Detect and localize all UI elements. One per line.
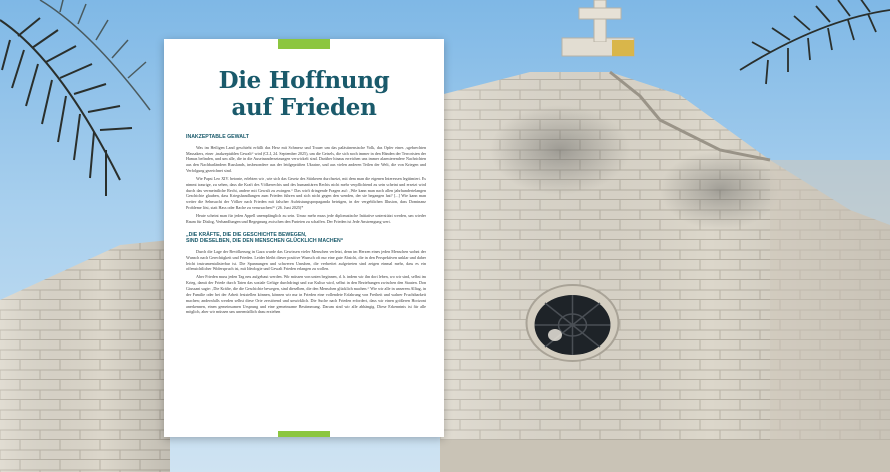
paragraph: Durch die Lage der Bevölkerung in Gaza wurde das Gewissen vieler Menschen verletzt, denn im Herzen eines jeden Menschen wohnt der Wunsch nach Gerechtigkeit und Frieden. Leider bleibt dieser positive Wunsch oft nur eine gute Absicht, die in den Perspektiven unklar und daher leicht instrumentalisierbar ist. Die Spannungen und schweren Unruhen, die verbreitet aufgetreten sind zeigen einmal mehr, dass es ein offensichtlicher Widerspruch ist, mit Ideologie und Gewalt Frieden erlangen zu wollen. — [186, 248, 426, 272]
section-heading: INAKZEPTABLE GEWALT — [186, 134, 249, 140]
accent-bar-top — [278, 39, 330, 49]
paragraph: Aber Frieden muss jeden Tag neu aufgebaut werden. Wir müssen von unten beginnen, d. h. indem wir ihn dort leben, wo wir sind, selbst im Krieg, damit der Friede durch Taten das soziale Gefüge durchdringt und zur Kultur wird, selbst in den Beziehungen zwischen den Staaten. Don Giussani sagte: ‚Die Kräfte, die die Geschichte bewegen, sind dieselben, die den Menschen glücklich machen.“ Wie wir alle in unserem Alltag, in der Familie oder bei der Arbeit feststellen können, können wir nur in Frieden eine vollendete Erfahrung von Freiheit und wahrer Fruchtbarkeit machen; andernfalls werden selbst diese Orte zerstörend und unwirklich. Die Suche nach Frieden erfordert, dass wir einen größeren Horizont anerkennen, einen gemeinsamen Ursprung und eine gemeinsame Bestimmung. Darum sind wir alle abhängig. Diese Erkenntnis ist für alle möglich, aber wir müssen uns unermüdlich dazu erziehen — [186, 273, 426, 315]
title-line-2: auf Frieden — [231, 94, 377, 121]
magazine-page — [164, 39, 444, 437]
section-heading-line-2: SIND DIESELBEN, DIE DEN MENSCHEN GLÜCKLICH MACHEN“ — [186, 238, 344, 245]
palm-frond-icon — [0, 0, 180, 240]
section-heading-line-1: „DIE KRÄFTE, DIE DIE GESCHICHTE BEWEGEN, — [186, 231, 307, 238]
accent-bar-bottom — [278, 431, 330, 437]
paragraph: Wie Papst Leo XIV. betonte, erlebten wir ‚wie sich das Gesetz des Stärkeren durchsetzt, mit dem man die eigenen Interessen legitimiert. Es nimmt traurige, zu sehen, dass die Kraft des Völkerrechts und des humanitären Rechts nicht mehr verpflichtend zu sein scheint und ersetzt wird durch das vermeintliche Recht, andere mit Gewalt zu zwingen.“ Das wirft dringende Fragen auf: ‚Wie kann man nach allen jahrhundertelangen Geschichte glauben, dass Kriegshandlungen zum Frieden führen und sich nicht gegen den wenden, der sie begangen hat? [...] Wie kann man weiter die Sehnsucht der Völker nach Frieden mit falscher Aufrüstungspropaganda betrügen, in der vergeblichen Illusion, dass Dominanz Probleme löst, statt Hass oder Rache zu verursachen?“ (26. Juni 2025)* — [186, 175, 426, 211]
paragraph: Heute scheint man für jeden Appell unempfänglich zu sein. Umso mehr muss jede diplomatische Initiative unterstützt werden, um wieder Raum für Dialog, Verhandlungen und Begegnung zwischen den Parteien zu schaffen. Der Frieden ist Jede Anstrengung wert. — [186, 212, 426, 224]
round-window-icon — [525, 283, 620, 363]
cross-icon — [575, 0, 625, 42]
article-title — [164, 67, 444, 121]
palm-frond-icon — [700, 0, 890, 120]
paragraph: Was im Heiligen Land geschieht erfüllt das Herz mit Schmerz und Trauer um das palästinensische Volk, das Opfer eines ‚sgebrechten Massakers, einer ‚inakzeptablen Gewalt“ wird (CLI, 24. September 2025), um die Geisels, die sich noch immer in den Händen der Terroristen der Hamas befinden, und um alle, die in die Auseinandersetzungen verwickelt sind. Darüber hinaus erreichen uns immer alarmierendere Nachrichten aus den Nachbarländern Russlands, insbesondere aus der leidgeprüften Ukraine, und aus vielen anderen Teilen der Welt, die von Kriegen und Verfolgung gezeichnet sind. — [186, 144, 426, 174]
article-body — [186, 134, 426, 425]
title-line-1: Die Hoffnung — [218, 67, 390, 94]
section-heading — [186, 232, 426, 245]
